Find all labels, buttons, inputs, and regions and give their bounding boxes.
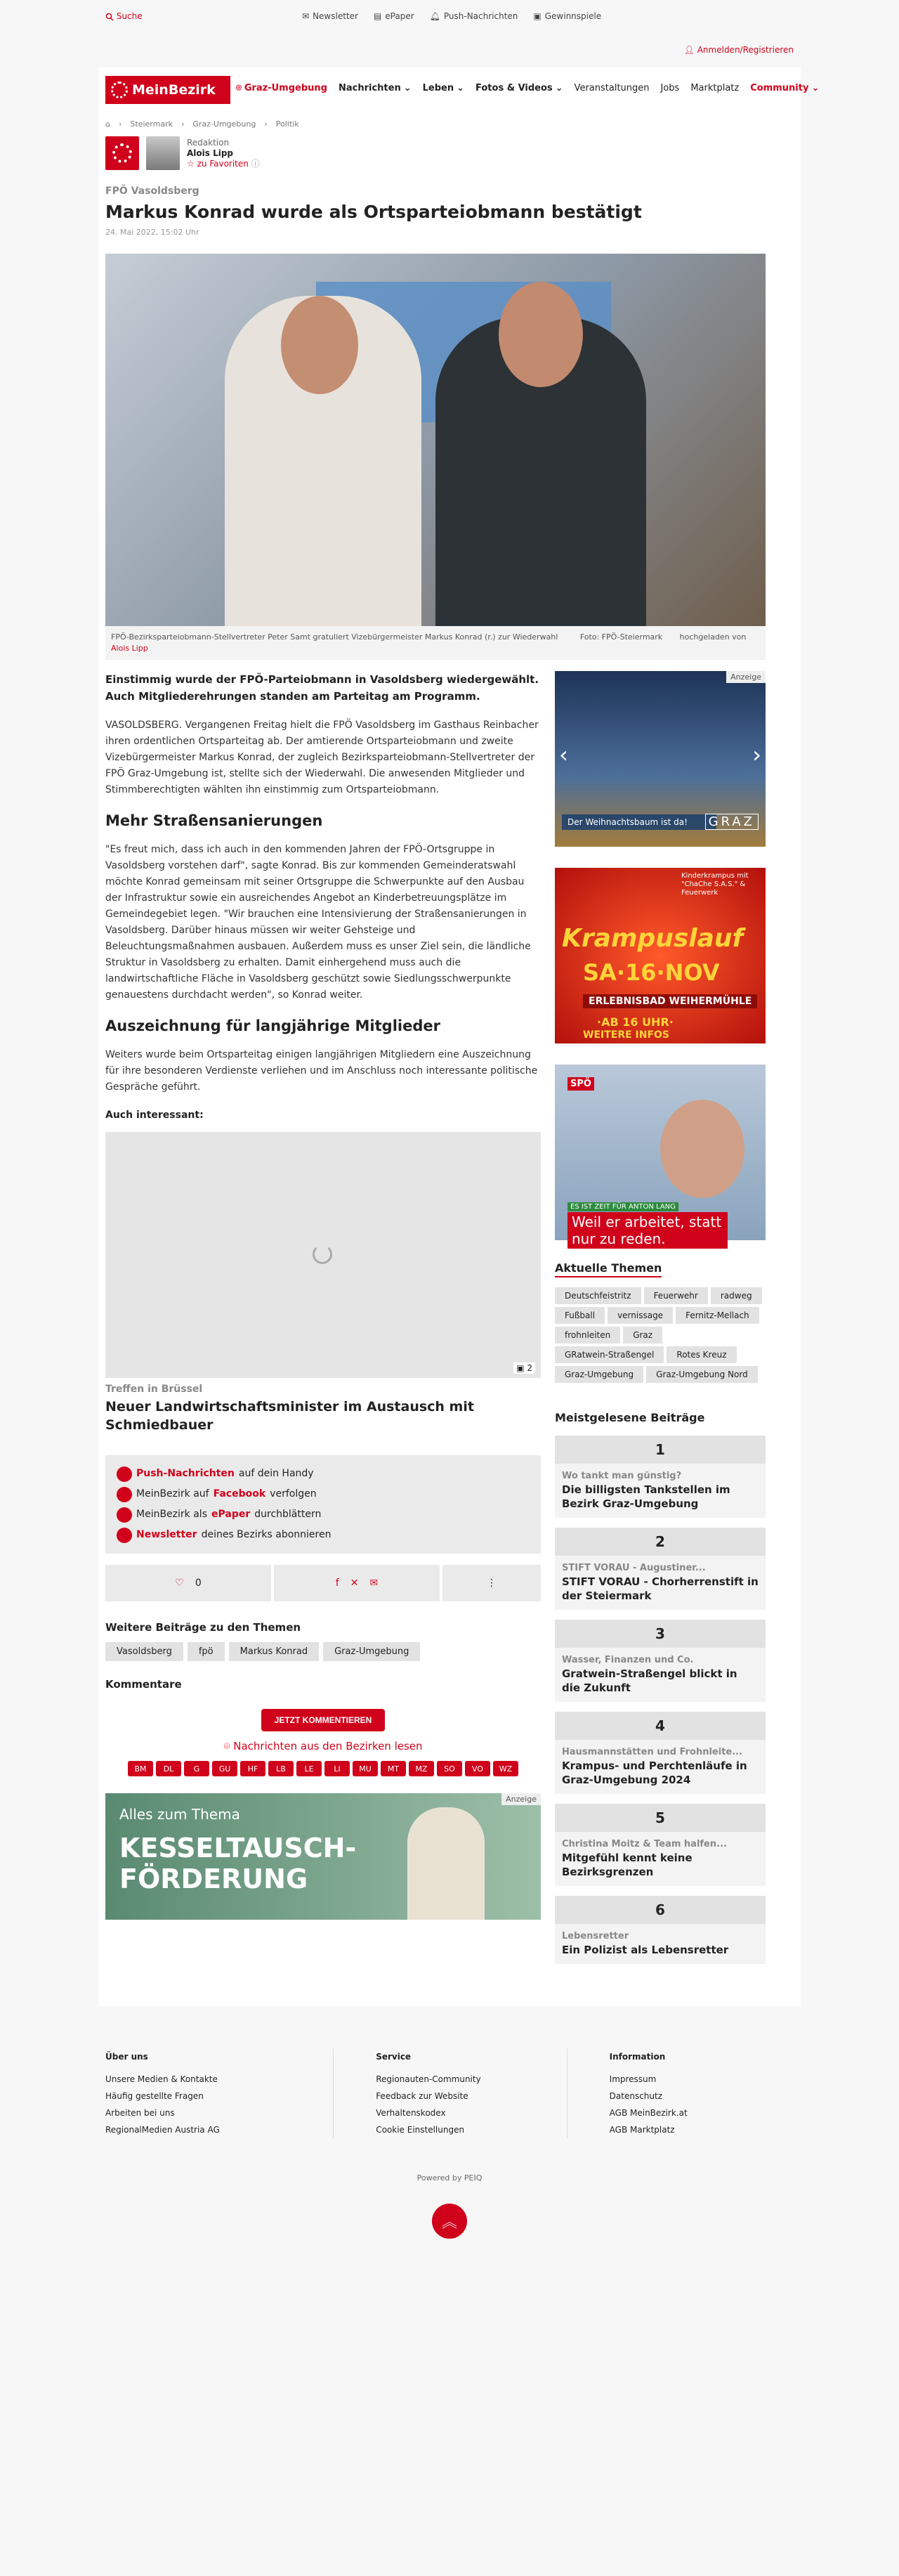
logo-text: MeinBezirk bbox=[132, 82, 216, 98]
sidebar-ad-krampuslauf[interactable] bbox=[555, 868, 766, 1043]
party-logo: SPÖ bbox=[567, 1077, 594, 1091]
nav-item-marktplatz[interactable] bbox=[690, 83, 739, 93]
item-kicker: STIFT VORAU - Augustiner... bbox=[562, 1563, 706, 1573]
nav-item-label: Jobs bbox=[660, 83, 680, 93]
ad-title: Krampuslauf bbox=[562, 924, 744, 953]
advertisement-banner[interactable] bbox=[105, 1793, 541, 1920]
mail-share-icon[interactable]: ✉ bbox=[369, 1578, 379, 1589]
nav-item-label: Community bbox=[750, 83, 809, 93]
ad-text: Der Weihnachtsbaum ist da! bbox=[562, 814, 716, 830]
breadcrumb-separator: › bbox=[181, 119, 185, 129]
topic-tag[interactable]: Deutschfeistritz bbox=[555, 1287, 641, 1304]
footer-heading: Service bbox=[376, 2052, 412, 2062]
promo-text: verfolgen bbox=[270, 1488, 317, 1500]
topic-tag[interactable]: Rotes Kreuz bbox=[667, 1346, 736, 1363]
chevron-down-icon: ⌄ bbox=[457, 83, 465, 93]
ad-label: Anzeige bbox=[726, 671, 766, 683]
topic-tag[interactable]: Fußball bbox=[555, 1307, 605, 1324]
graz-logo: GRAZ bbox=[705, 814, 759, 830]
footer-heading: Information bbox=[609, 2052, 666, 2062]
districts-news-link[interactable] bbox=[105, 1740, 541, 1752]
logo-flower-icon bbox=[111, 82, 128, 98]
share-bar bbox=[274, 1565, 440, 1601]
top-bar bbox=[98, 0, 801, 34]
carousel-prev-icon[interactable]: ‹ bbox=[559, 741, 568, 768]
rank-number: 3 bbox=[555, 1620, 766, 1648]
rank-number: 4 bbox=[555, 1712, 766, 1740]
chevron-up-icon: ︽ bbox=[441, 2213, 457, 2232]
breadcrumb-item[interactable]: Politik bbox=[275, 119, 299, 129]
footer-column bbox=[105, 2048, 334, 2138]
paper-icon: ▤ bbox=[373, 11, 382, 21]
nav-region-label: Graz-Umgebung bbox=[244, 83, 327, 93]
footer-link[interactable]: AGB Marktplatz bbox=[609, 2125, 675, 2135]
footer-link[interactable]: Unsere Medien & Kontakte bbox=[105, 2074, 218, 2084]
facebook-icon bbox=[117, 1487, 132, 1502]
image-caption bbox=[105, 626, 766, 660]
article-body bbox=[105, 671, 541, 1964]
ad-label: Anzeige bbox=[501, 1793, 541, 1805]
promo-link[interactable]: Facebook bbox=[213, 1488, 266, 1500]
topic-tag[interactable]: GRatwein-Straßengel bbox=[555, 1346, 664, 1363]
epaper-icon bbox=[117, 1507, 132, 1523]
most-read-item[interactable] bbox=[555, 1712, 766, 1794]
ad-more: WEITERE INFOS bbox=[583, 1029, 670, 1041]
user-icon: 👤︎ bbox=[683, 45, 695, 55]
promo-item-push[interactable] bbox=[117, 1464, 530, 1484]
topic-tags bbox=[105, 1642, 541, 1661]
item-kicker: Hausmannstätten und Frohnleite... bbox=[562, 1747, 743, 1757]
author-name[interactable]: Alois Lipp bbox=[187, 148, 234, 158]
promo-text: durchblättern bbox=[254, 1509, 322, 1520]
newsletter-label: Newsletter bbox=[313, 11, 358, 21]
district-button[interactable]: DL bbox=[156, 1761, 181, 1776]
footer-link[interactable]: Datenschutz bbox=[609, 2091, 663, 2101]
favorite-label: zu Favoriten bbox=[197, 158, 249, 169]
district-button[interactable]: VO bbox=[465, 1761, 490, 1776]
topic-tag[interactable]: Graz bbox=[623, 1327, 662, 1344]
like-button[interactable] bbox=[105, 1565, 271, 1601]
hero-image[interactable] bbox=[105, 254, 766, 626]
promo-text: MeinBezirk auf bbox=[136, 1488, 209, 1500]
breadcrumb-item[interactable]: Steiermark bbox=[130, 119, 173, 129]
district-button[interactable]: BM bbox=[128, 1761, 153, 1776]
district-button[interactable]: MZ bbox=[409, 1761, 434, 1776]
favorite-button[interactable] bbox=[187, 159, 260, 169]
most-read-item[interactable] bbox=[555, 1896, 766, 1964]
topic-tag[interactable]: Vasoldsberg bbox=[105, 1642, 183, 1661]
article-actions bbox=[105, 1565, 541, 1601]
article-paragraph: "Es freut mich, dass ich auch in den kommenden Jahren der FPÖ-Ortsgruppe in Vasoldsberg vorstehen darf", sagte Konrad. Bis zur kommenden Gemeinderatswahl möchte Konrad gemeinsam mit seiner Ortsgruppe die Schwerpunkte auf den Ausbau der Infrastruktur sowie ein ausreichendes Angebot an Kinderbetreuungsplätze im Gemeindegebiet legen. "Wir brauchen eine Intensivierung der Straßensanierungen in Vasoldsberg. Darüber hinaus müssen wir weiter Gehsteige und Beleuchtungsmaßnahmen ausbauen. Außerdem muss es unser Ziel sein, die ländliche Struktur in Vasoldsberg zu erhalten. Damit einhergehend muss auch die landwirtschaftliche Fläche in Vasoldsberg geschützt sowie Siedlungsschwerpunkte genauestens durchdacht werden", so Konrad weiter. bbox=[105, 844, 531, 1001]
nav-region[interactable] bbox=[236, 83, 327, 93]
login-link[interactable] bbox=[684, 45, 794, 55]
most-read-item[interactable] bbox=[555, 1804, 766, 1886]
district-button[interactable]: WZ bbox=[493, 1761, 518, 1776]
home-icon[interactable]: ⌂ bbox=[105, 119, 110, 129]
author-avatar[interactable] bbox=[146, 136, 180, 170]
ad-person-image bbox=[660, 1100, 744, 1198]
district-button[interactable]: HF bbox=[240, 1761, 265, 1776]
promo-item-epaper[interactable] bbox=[117, 1504, 530, 1525]
article-lead: Einstimmig wurde der FPÖ-Parteiobmann in Vasoldsberg wiedergewählt. Auch Mitgliederehrungen standen am Parteitag am Programm. bbox=[105, 673, 539, 703]
footer-link[interactable]: Arbeiten bei uns bbox=[105, 2108, 175, 2118]
article-paragraph: Weiters wurde beim Ortsparteitag einigen langjährigen Mitgliedern eine Auszeichnung für ihre besonderen Verdienste verliehen und im Anschluss noch interessante politische Gespräche geführt. bbox=[105, 1049, 538, 1093]
breadcrumb-separator: › bbox=[264, 119, 268, 129]
nav-item-label: Nachrichten bbox=[338, 83, 401, 93]
nav-item-label: Fotos & Videos bbox=[475, 83, 553, 93]
nav-item-label: Marktplatz bbox=[690, 83, 740, 93]
image-count bbox=[513, 1362, 535, 1374]
top-links bbox=[302, 11, 601, 21]
rank-number: 2 bbox=[555, 1528, 766, 1556]
footer-column bbox=[334, 2048, 567, 2138]
topic-tag[interactable]: radweg bbox=[711, 1287, 762, 1304]
teaser-kicker: Treffen in Brüssel bbox=[105, 1384, 203, 1395]
item-title: Gratwein-Straßengel blickt in die Zukunft bbox=[562, 1667, 737, 1694]
footer-link[interactable]: Impressum bbox=[609, 2074, 657, 2084]
nav-item-community[interactable] bbox=[750, 83, 819, 93]
topic-tag[interactable]: Feuerwehr bbox=[644, 1287, 708, 1304]
item-title: Krampus- und Perchtenläufe in Graz-Umgebung 2024 bbox=[562, 1759, 747, 1786]
sidebar-ad-graz[interactable] bbox=[555, 671, 766, 847]
nav-item-nachrichten[interactable] bbox=[339, 83, 412, 93]
page-content bbox=[98, 108, 801, 2006]
comments-heading: Kommentare bbox=[105, 1678, 182, 1691]
more-options-icon[interactable]: ⋮ bbox=[442, 1565, 541, 1601]
district-button[interactable]: G bbox=[184, 1761, 209, 1776]
also-interesting-heading: Auch interessant: bbox=[105, 1110, 204, 1121]
gewinnspiele-label: Gewinnspiele bbox=[544, 11, 602, 21]
topic-tag[interactable]: Graz-Umgebung Nord bbox=[646, 1366, 758, 1383]
location-pin-icon: ⌾ bbox=[236, 83, 242, 93]
main-navigation bbox=[98, 67, 820, 108]
ad-time: ·AB 16 UHR· bbox=[597, 1015, 674, 1029]
comment-button[interactable]: JETZT KOMMENTIEREN bbox=[261, 1709, 385, 1731]
nav-item-fotos[interactable] bbox=[475, 83, 563, 93]
breadcrumb bbox=[105, 108, 794, 131]
topic-tag[interactable]: Markus Konrad bbox=[229, 1642, 319, 1661]
article-kicker: FPÖ Vasoldsberg bbox=[105, 186, 199, 197]
promo-text: deines Bezirks abonnieren bbox=[201, 1529, 332, 1540]
topic-tag[interactable]: Graz-Umgebung bbox=[323, 1642, 420, 1661]
search-label: Suche bbox=[116, 11, 143, 21]
item-kicker: Christina Moitz & Team halfen... bbox=[562, 1839, 727, 1849]
chevron-down-icon: ⌄ bbox=[403, 83, 412, 93]
item-kicker: Lebensretter bbox=[562, 1931, 629, 1941]
teaser-title[interactable]: Neuer Landwirtschaftsminister im Austausch mit Schmiedbauer bbox=[105, 1399, 474, 1433]
article-subheading: Auszeichnung für langjährige Mitglieder bbox=[105, 1017, 440, 1034]
nav-item-leben[interactable] bbox=[423, 83, 464, 93]
district-button[interactable]: LI bbox=[324, 1761, 350, 1776]
article-paragraph: VASOLDSBERG. Vergangenen Freitag hielt die FPÖ Vasoldsberg im Gasthaus Reinbacher ihren ordentlichen Ortsparteitag ab. Der amtierende Ortsparteiobmann und zweite Vizebürgermeister Markus Konrad, der zugleich Bezirksparteiobmann-Stellvertreter der FPÖ Graz-Umgebung ist, stellte sich der Wiederwahl. Die anwesenden Mitglieder und Stimmberechtigten wählten ihn einstimmig zum Ortsparteiobmann. bbox=[105, 720, 539, 795]
most-read-item[interactable] bbox=[555, 1620, 766, 1702]
footer-link[interactable]: Feedback zur Website bbox=[376, 2091, 468, 2101]
footer-link[interactable]: Häufig gestellte Fragen bbox=[105, 2091, 204, 2101]
mail-icon: ✉ bbox=[302, 11, 310, 21]
most-read-item[interactable] bbox=[555, 1436, 766, 1518]
ad-top-text: Kinderkrampus mit "ChaChe S.A.S." & Feuerwerk bbox=[681, 872, 749, 897]
nav-item-label: Leben bbox=[422, 83, 454, 93]
caption-text: FPÖ-Bezirksparteiobmann-Stellvertreter Peter Samt gratuliert Vizebürgermeister Markus Konrad (r.) zur Wiederwahl bbox=[111, 632, 558, 642]
push-label: Push-Nachrichten bbox=[443, 11, 518, 21]
uploaded-by: hochgeladen von bbox=[679, 632, 747, 642]
district-button[interactable]: SO bbox=[437, 1761, 462, 1776]
current-topics-heading: Aktuelle Themen bbox=[555, 1261, 662, 1277]
ad-claim: ES IST ZEIT FÜR ANTON LANG bbox=[567, 1202, 678, 1211]
photo-person bbox=[499, 282, 583, 387]
newsletter-link[interactable] bbox=[302, 11, 358, 21]
ad-person-image bbox=[407, 1807, 485, 1920]
phone-icon bbox=[117, 1466, 132, 1482]
newsletter-icon bbox=[117, 1528, 132, 1543]
footer-column bbox=[567, 2048, 801, 2138]
author-box bbox=[105, 131, 794, 176]
login-label: Anmelden/Registrieren bbox=[697, 45, 794, 55]
promo-text: MeinBezirk als bbox=[136, 1509, 207, 1520]
topic-tag[interactable]: Fernitz-Mellach bbox=[676, 1307, 759, 1324]
promo-link[interactable]: Newsletter bbox=[136, 1529, 197, 1540]
search-icon bbox=[105, 13, 114, 21]
most-read-heading: Meistgelesene Beiträge bbox=[555, 1411, 705, 1424]
sidebar-ad-spoe[interactable] bbox=[555, 1065, 766, 1247]
footer-link[interactable]: Verhaltenskodex bbox=[376, 2108, 446, 2118]
rank-number: 6 bbox=[555, 1896, 766, 1924]
search-link[interactable] bbox=[105, 11, 143, 21]
uploader-link[interactable]: Alois Lipp bbox=[111, 644, 148, 653]
article-subheading: Mehr Straßensanierungen bbox=[105, 812, 323, 829]
item-title: Die billigsten Tankstellen im Bezirk Graz-Umgebung bbox=[562, 1483, 730, 1510]
bell-icon: 🔔︎ bbox=[429, 11, 440, 21]
footer-heading: Über uns bbox=[105, 2052, 148, 2062]
info-icon[interactable]: ⓘ bbox=[251, 158, 260, 169]
ad-slogan: Weil er arbeitet, statt nur zu reden. bbox=[567, 1212, 728, 1249]
district-button[interactable]: GU bbox=[212, 1761, 237, 1776]
x-share-icon[interactable]: ✕ bbox=[350, 1578, 359, 1589]
most-read-item[interactable] bbox=[555, 1528, 766, 1610]
item-kicker: Wasser, Finanzen und Co. bbox=[562, 1655, 694, 1665]
login-row bbox=[98, 34, 801, 67]
item-title: STIFT VORAU - Chorherrenstift in der Steiermark bbox=[562, 1575, 759, 1602]
author-role: Redaktion bbox=[187, 137, 230, 148]
rank-number: 5 bbox=[555, 1804, 766, 1832]
article-date: 24. Mai 2022, 15:02 Uhr bbox=[105, 228, 199, 237]
district-button[interactable]: MU bbox=[353, 1761, 378, 1776]
promo-box bbox=[105, 1455, 541, 1554]
ad-place: ERLEBNISBAD WEIHERMÜHLE bbox=[583, 994, 757, 1008]
nav-item-veranstaltungen[interactable] bbox=[575, 83, 650, 93]
gallery-icon: ▣ bbox=[516, 1363, 525, 1373]
nav-item-label: Veranstaltungen bbox=[574, 83, 650, 93]
location-pin-icon: ⌾ bbox=[223, 1740, 230, 1752]
item-title: Mitgefühl kennt keine Bezirksgrenzen bbox=[562, 1852, 693, 1878]
loading-spinner-icon bbox=[313, 1244, 332, 1264]
topic-tag[interactable]: Graz-Umgebung bbox=[555, 1366, 643, 1383]
footer-link[interactable]: AGB MeinBezirk.at bbox=[609, 2108, 688, 2118]
photo-person bbox=[281, 296, 358, 394]
footer-link[interactable]: Cookie Einstellungen bbox=[376, 2125, 465, 2135]
teaser-image[interactable] bbox=[105, 1132, 541, 1378]
logo-flower-icon bbox=[112, 143, 132, 163]
current-topics-tags bbox=[555, 1287, 766, 1383]
facebook-share-icon[interactable]: f bbox=[335, 1578, 339, 1589]
footer bbox=[98, 2048, 801, 2138]
gift-icon: ▣ bbox=[533, 11, 542, 21]
topic-tag[interactable]: frohnleiten bbox=[555, 1327, 620, 1344]
promo-item-newsletter[interactable] bbox=[117, 1525, 530, 1545]
back-to-top-button[interactable] bbox=[432, 2204, 467, 2239]
chevron-down-icon: ⌄ bbox=[555, 83, 563, 93]
ad-date: SA·16·NOV bbox=[583, 959, 720, 986]
promo-item-facebook[interactable] bbox=[117, 1484, 530, 1504]
publisher-logo[interactable] bbox=[105, 136, 139, 170]
promo-text: auf dein Handy bbox=[238, 1468, 314, 1479]
topic-tag[interactable]: fpö bbox=[188, 1642, 225, 1661]
promo-link[interactable]: ePaper bbox=[211, 1509, 251, 1520]
heart-icon: ♡ bbox=[175, 1578, 184, 1589]
district-button[interactable]: LB bbox=[268, 1761, 294, 1776]
topic-tag[interactable]: vernissage bbox=[608, 1307, 673, 1324]
sidebar bbox=[555, 671, 766, 1964]
item-title: Ein Polizist als Lebensretter bbox=[562, 1944, 729, 1956]
carousel-next-icon[interactable]: › bbox=[752, 741, 761, 768]
ad-title: KESSELTAUSCH-FÖRDERUNG bbox=[119, 1833, 357, 1894]
star-icon: ☆ bbox=[187, 158, 195, 169]
epaper-link[interactable] bbox=[374, 11, 414, 21]
powered-by: Powered by PEIQ bbox=[416, 2173, 483, 2183]
item-kicker: Wo tankt man günstig? bbox=[562, 1471, 682, 1481]
like-count: 0 bbox=[195, 1578, 202, 1589]
nav-item-jobs[interactable] bbox=[661, 83, 680, 93]
chevron-down-icon: ⌄ bbox=[811, 83, 820, 93]
article-title: Markus Konrad wurde als Ortsparteiobmann bestätigt bbox=[105, 202, 642, 222]
photo-credit: Foto: FPÖ-Steiermark bbox=[579, 632, 663, 642]
breadcrumb-separator: › bbox=[118, 119, 122, 129]
footer-link[interactable]: Regionauten-Community bbox=[376, 2074, 481, 2084]
district-button[interactable]: LE bbox=[296, 1761, 322, 1776]
breadcrumb-item[interactable]: Graz-Umgebung bbox=[192, 119, 256, 129]
districts-news-label: Nachrichten aus den Bezirken lesen bbox=[233, 1740, 423, 1752]
promo-link[interactable]: Push-Nachrichten bbox=[136, 1468, 235, 1479]
most-read bbox=[555, 1411, 766, 1964]
ad-subtitle: Alles zum Thema bbox=[119, 1806, 240, 1823]
gewinnspiele-link[interactable] bbox=[533, 11, 601, 21]
push-link[interactable] bbox=[430, 11, 518, 21]
logo[interactable] bbox=[105, 76, 230, 104]
district-button[interactable]: MT bbox=[381, 1761, 406, 1776]
epaper-label: ePaper bbox=[385, 11, 414, 21]
topics-heading: Weitere Beiträge zu den Themen bbox=[105, 1621, 301, 1634]
image-count-value: 2 bbox=[527, 1363, 532, 1373]
rank-number: 1 bbox=[555, 1436, 766, 1464]
footer-link[interactable]: RegionalMedien Austria AG bbox=[105, 2125, 220, 2135]
district-buttons bbox=[105, 1761, 541, 1776]
